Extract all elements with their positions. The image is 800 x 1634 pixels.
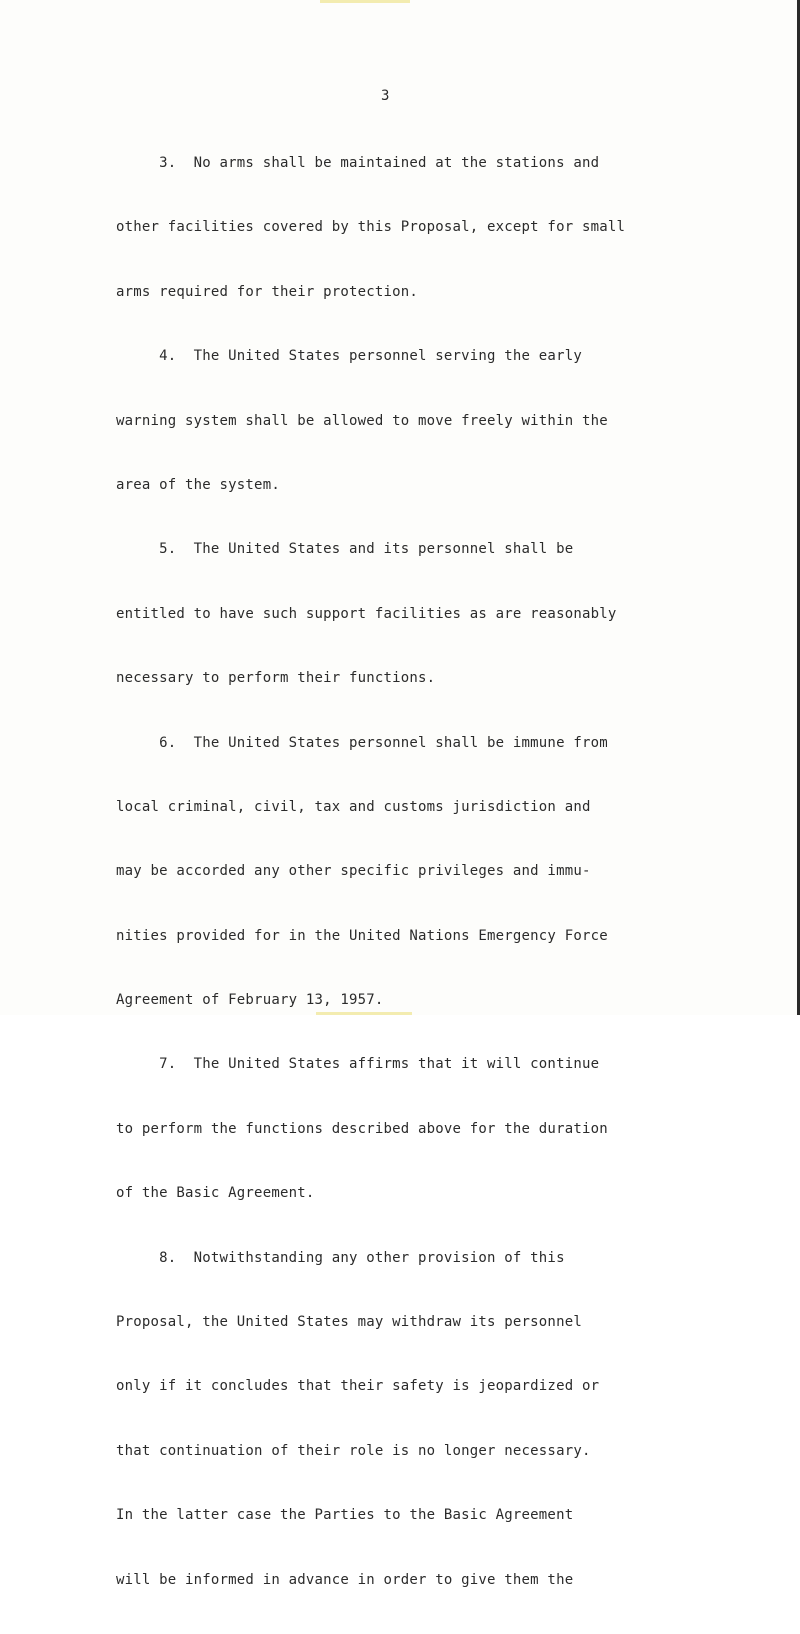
- text-line: 5. The United States and its personnel shall be: [116, 541, 574, 558]
- text-line: warning system shall be allowed to move freely within the: [116, 412, 608, 429]
- text-line: other facilities covered by this Proposal, except for small: [116, 219, 626, 236]
- text-line: 8. Notwithstanding any other provision of this: [116, 1249, 565, 1266]
- text-line: may be accorded any other specific privileges and immu-: [116, 863, 591, 880]
- text-line: 3. No arms shall be maintained at the stations and: [116, 155, 600, 171]
- text-line: that continuation of their role is no longer necessary.: [116, 1442, 591, 1459]
- text-line: to perform the functions described above for the duration: [116, 1120, 608, 1137]
- text-line: arms required for their protection.: [116, 283, 419, 300]
- text-line: 6. The United States personnel shall be immune from: [116, 734, 608, 751]
- text-line: Proposal, the United States may withdraw its personnel: [116, 1314, 582, 1331]
- scan-edge-mark: [320, 0, 410, 3]
- page-number: 3: [381, 88, 390, 104]
- text-line: local criminal, civil, tax and customs jurisdiction and: [116, 798, 591, 815]
- text-line: only if it concludes that their safety is jeopardized or: [116, 1378, 600, 1395]
- body-text: [116, 121, 625, 1634]
- text-line: necessary to perform their functions.: [116, 670, 436, 687]
- text-line: In the latter case the Parties to the Basic Agreement: [116, 1507, 574, 1524]
- text-line: area of the system.: [116, 476, 280, 493]
- text-line: 7. The United States affirms that it will continue: [116, 1056, 600, 1073]
- text-line: of the Basic Agreement.: [116, 1185, 315, 1202]
- text-line: nities provided for in the United Nations Emergency Force: [116, 927, 608, 944]
- text-line: entitled to have such support facilities as are reasonably: [116, 605, 617, 622]
- text-line: 4. The United States personnel serving the early: [116, 348, 582, 365]
- text-line: Agreement of February 13, 1957.: [116, 992, 384, 1009]
- text-line: will be informed in advance in order to give them the: [116, 1571, 574, 1588]
